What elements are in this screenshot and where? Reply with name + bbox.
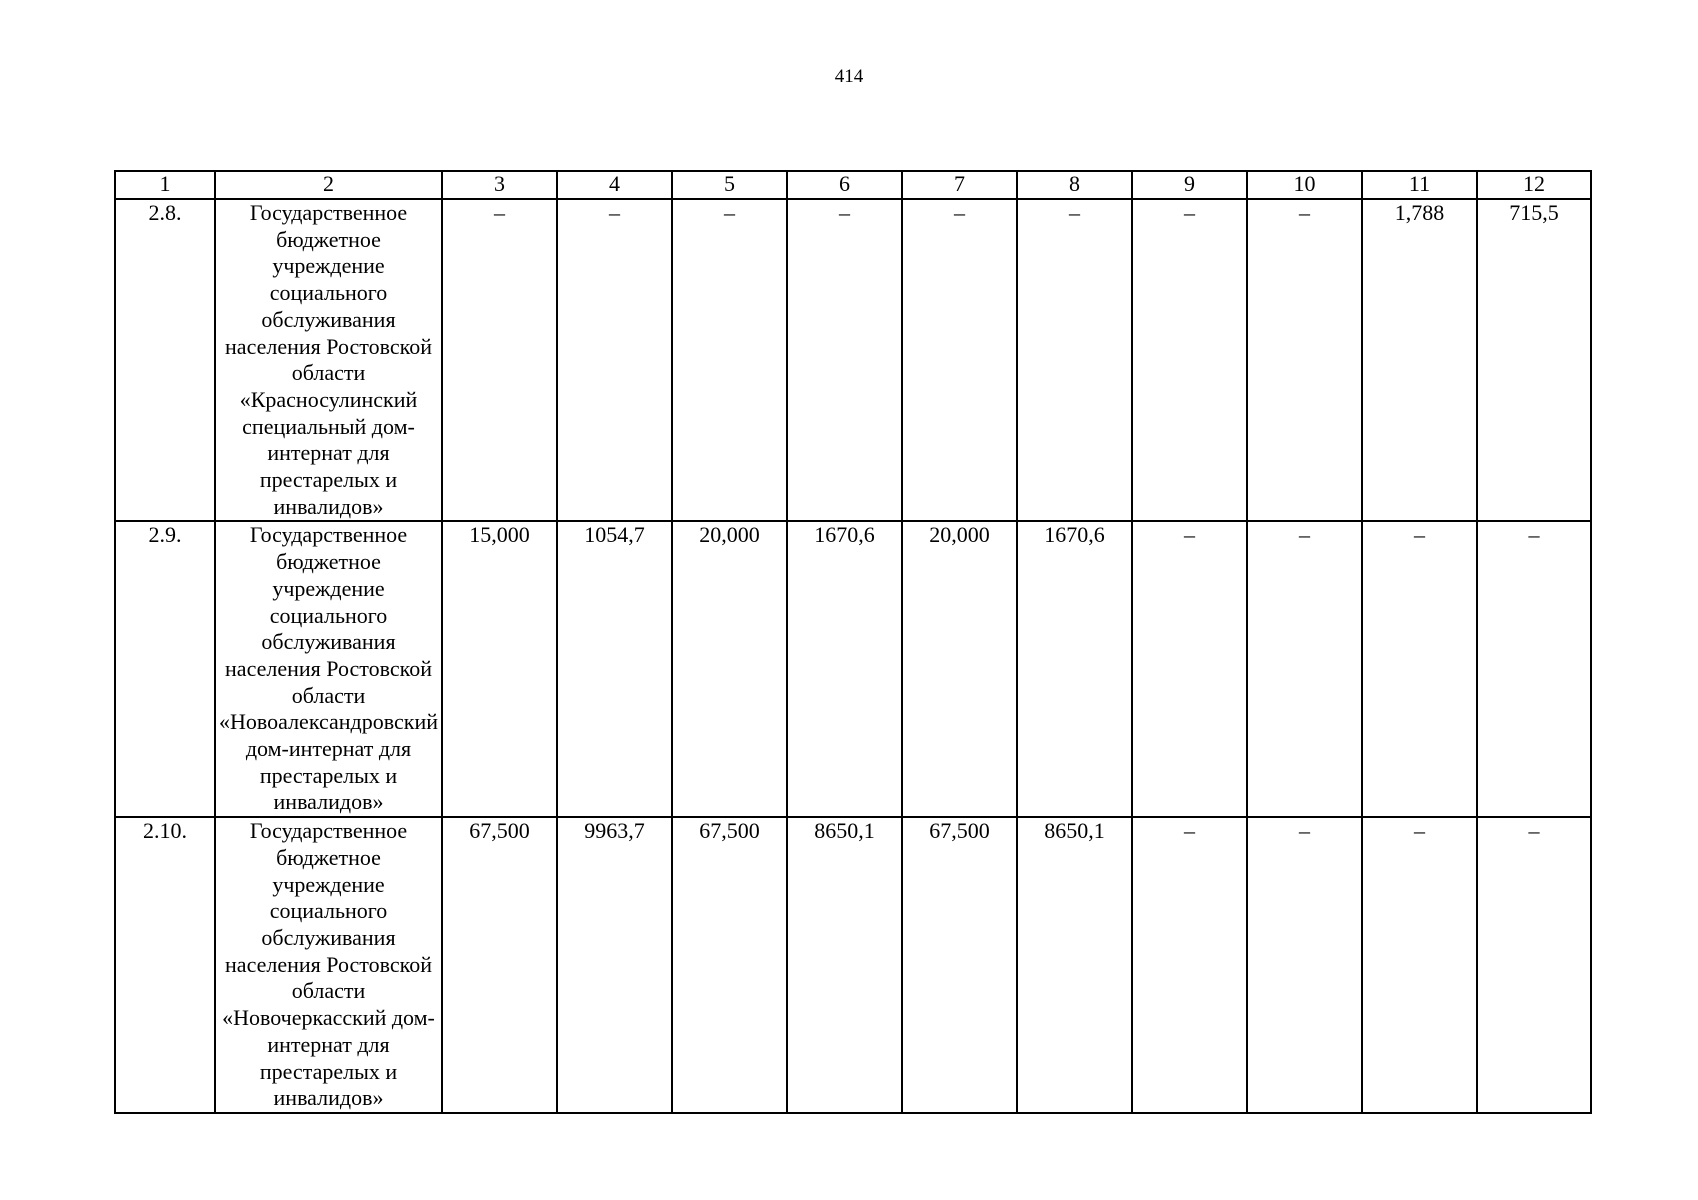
table-cell: – xyxy=(1362,521,1477,817)
table-cell: 1054,7 xyxy=(557,521,672,817)
table-cell: – xyxy=(1247,521,1362,817)
institution-name: Государственное бюджетное учреждение социального обслуживания населения Ростовской области «Новоалександровский дом-интернат для престарелых и инвалидов» xyxy=(215,521,442,817)
column-header: 2 xyxy=(215,171,442,199)
table-cell: – xyxy=(1477,817,1591,1113)
institution-name: Государственное бюджетное учреждение социального обслуживания населения Ростовской области «Красносулинский специальный дом-интернат для престарелых и инвалидов» xyxy=(215,199,442,521)
table-row xyxy=(115,521,1591,817)
column-header: 1 xyxy=(115,171,215,199)
table-cell: – xyxy=(442,199,557,521)
table-cell: – xyxy=(1477,521,1591,817)
table-header-row xyxy=(115,171,1591,199)
table-cell: 8650,1 xyxy=(1017,817,1132,1113)
row-number: 2.9. xyxy=(115,521,215,817)
table-cell: – xyxy=(902,199,1017,521)
column-header: 7 xyxy=(902,171,1017,199)
table-row xyxy=(115,199,1591,521)
table-cell: – xyxy=(1247,199,1362,521)
table-cell: – xyxy=(672,199,787,521)
data-table xyxy=(114,170,1592,1114)
column-header: 11 xyxy=(1362,171,1477,199)
table-cell: 1,788 xyxy=(1362,199,1477,521)
table-cell: 20,000 xyxy=(902,521,1017,817)
table-cell: – xyxy=(1362,817,1477,1113)
table-cell: 1670,6 xyxy=(1017,521,1132,817)
table-cell: 715,5 xyxy=(1477,199,1591,521)
table-cell: – xyxy=(1132,817,1247,1113)
table-cell: 9963,7 xyxy=(557,817,672,1113)
table-cell: – xyxy=(1247,817,1362,1113)
column-header: 5 xyxy=(672,171,787,199)
column-header: 10 xyxy=(1247,171,1362,199)
table-cell: 8650,1 xyxy=(787,817,902,1113)
table-cell: 1670,6 xyxy=(787,521,902,817)
row-number: 2.10. xyxy=(115,817,215,1113)
column-header: 8 xyxy=(1017,171,1132,199)
row-number: 2.8. xyxy=(115,199,215,521)
page-number: 414 xyxy=(834,66,864,87)
table-cell: 15,000 xyxy=(442,521,557,817)
column-header: 9 xyxy=(1132,171,1247,199)
column-header: 12 xyxy=(1477,171,1591,199)
table-cell: 67,500 xyxy=(672,817,787,1113)
table-cell: 67,500 xyxy=(442,817,557,1113)
column-header: 3 xyxy=(442,171,557,199)
table-cell: – xyxy=(787,199,902,521)
column-header: 4 xyxy=(557,171,672,199)
institution-name: Государственное бюджетное учреждение социального обслуживания населения Ростовской области «Новочеркасский дом-интернат для престарелых и инвалидов» xyxy=(215,817,442,1113)
table-cell: 67,500 xyxy=(902,817,1017,1113)
table-cell: – xyxy=(1132,199,1247,521)
column-header: 6 xyxy=(787,171,902,199)
table-cell: – xyxy=(1017,199,1132,521)
table-cell: – xyxy=(557,199,672,521)
table-cell: 20,000 xyxy=(672,521,787,817)
table-row xyxy=(115,817,1591,1113)
table-cell: – xyxy=(1132,521,1247,817)
